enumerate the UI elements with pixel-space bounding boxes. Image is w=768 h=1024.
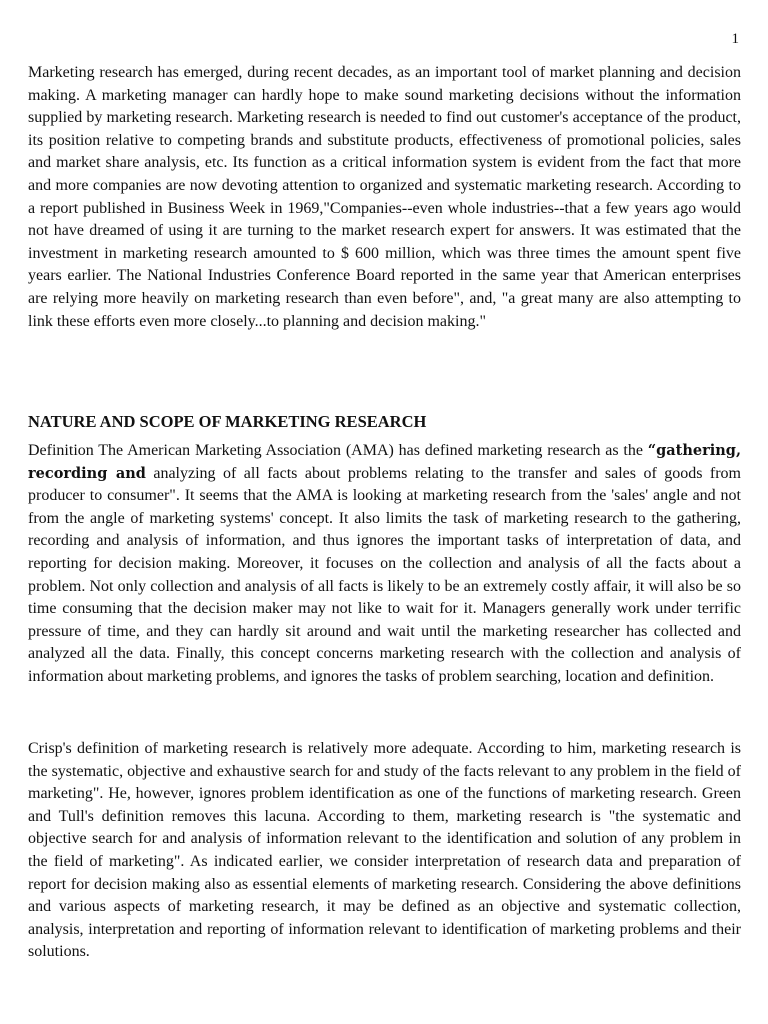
section-heading: NATURE AND SCOPE OF MARKETING RESEARCH <box>28 412 427 431</box>
definition-paragraph <box>28 440 741 689</box>
crisp-definition-paragraph: Crisp's definition of marketing research is relatively more adequate. According to him, marketing research is the systematic, objective and exhaustive search for and study of the facts relevant to any problem in the field of marketing". He, however, ignores problem identification as one of the functions of marketing research. Green and Tull's definition removes this lacuna. According to them, marketing research is "the systematic and objective search for and analysis of information relevant to the identification and solution of any problem in the field of marketing". As indicated earlier, we consider interpretation of research data and preparation of report for decision making also as essential elements of marketing research. Considering the above definitions and various aspects of marketing research, it may be defined as an objective and systematic collection, analysis, interpretation and reporting of information relevant to identification of marketing problems and their solutions. <box>28 740 741 961</box>
definition-rest-text: analyzing of all facts about problems relating to the transfer and sales of goods from producer to consumer". It seems that the AMA is looking at marketing research from the 'sales' angle and not from the angle of marketing systems' concept. It also limits the task of marketing research to the gathering, recording and analysis of information, and thus ignores the important tasks of interpretation of data, and reporting for decision making. Moreover, it focuses on the collection and analysis of all the facts about a problem. Not only collection and analysis of all facts is likely to be an extremely costly affair, it will also be so time consuming that the decision maker may not like to wait for it. Managers generally work under terrific pressure of time, and they can hardly sit around and wait until the marketing researcher has collected and analyzed all the data. Finally, this concept concerns marketing research with the collection and analysis of information about marketing problems, and ignores the tasks of problem searching, location and definition. <box>28 464 741 685</box>
definition-lead-text: Definition The American Marketing Association (AMA) has defined marketing research as the <box>28 442 648 459</box>
intro-paragraph: Marketing research has emerged, during recent decades, as an important tool of market planning and decision making. A marketing manager can hardly hope to make sound marketing decisions without the information supplied by marketing research. Marketing research is needed to find out customer's acceptance of the product, its position relative to competing brands and substitute products, effectiveness of promotional policies, sales and market share analysis, etc. Its function as a critical information system is evident from the fact that more and more companies are now devoting attention to organized and systematic marketing research. According to a report published in Business Week in 1969,"Companies--even whole industries--that a few years ago would not have dreamed of using it are turning to the market research expert for answers. It was estimated that the investment in marketing research amounted to $ 600 million, which was three times the amount spent five years earlier. The National Industries Conference Board reported in the same year that American enterprises are relying more heavily on marketing research than even before", and, "a great many are also attempting to link these efforts even more closely...to planning and decision making." <box>28 64 741 330</box>
definition-bold-text: “gathering, recording and <box>28 442 741 482</box>
page-number: 1 <box>731 31 739 47</box>
